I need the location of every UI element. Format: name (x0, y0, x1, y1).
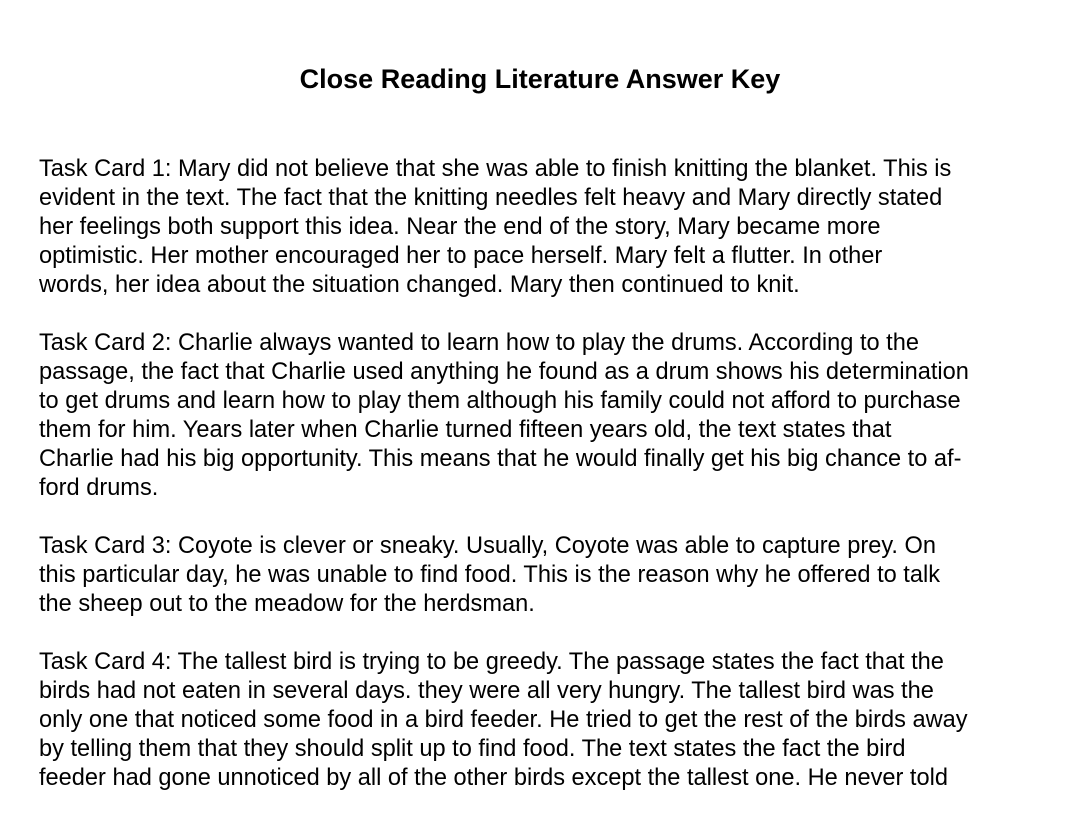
page-title: Close Reading Literature Answer Key (299, 64, 781, 94)
document-body (39, 155, 1059, 822)
answer-paragraph-task-card-3 (39, 532, 1059, 619)
text-line: words, her idea about the situation changed. Mary then continued to knit. (39, 272, 800, 298)
text-line: feeder had gone unnoticed by all of the other birds except the tallest one. He never told (39, 765, 948, 791)
text-line: the sheep out to the meadow for the herdsman. (39, 591, 535, 617)
text-line: Task Card 2: Charlie always wanted to learn how to play the drums. According to the (39, 330, 919, 356)
text-line: Charlie had his big opportunity. This means that he would finally get his big chance to af- (39, 446, 962, 472)
text-line: passage, the fact that Charlie used anything he found as a drum shows his determination (39, 359, 969, 385)
text-line: them for him. Years later when Charlie turned fifteen years old, the text states that (39, 417, 892, 443)
text-line: Task Card 4: The tallest bird is trying to be greedy. The passage states the fact that the (39, 649, 944, 675)
text-line: evident in the text. The fact that the knitting needles felt heavy and Mary directly stated (39, 185, 943, 211)
text-line: Task Card 1: Mary did not believe that she was able to finish knitting the blanket. This is (39, 156, 952, 182)
text-line: ford drums. (39, 475, 159, 501)
answer-paragraph-task-card-4 (39, 648, 1059, 793)
text-line: this particular day, he was unable to find food. This is the reason why he offered to talk (39, 562, 941, 588)
answer-paragraph-task-card-2 (39, 329, 1059, 503)
text-line: only one that noticed some food in a bird feeder. He tried to get the rest of the birds away (39, 707, 968, 733)
answer-paragraph-task-card-1 (39, 155, 1059, 300)
text-line: optimistic. Her mother encouraged her to pace herself. Mary felt a flutter. In other (39, 243, 883, 269)
text-line: her feelings both support this idea. Near the end of the story, Mary became more (39, 214, 881, 240)
text-line: by telling them that they should split up to find food. The text states the fact the bird (39, 736, 906, 762)
text-line: to get drums and learn how to play them although his family could not afford to purchase (39, 388, 961, 414)
text-line: birds had not eaten in several days. they were all very hungry. The tallest bird was the (39, 678, 934, 704)
text-line: Task Card 3: Coyote is clever or sneaky. Usually, Coyote was able to capture prey. On (39, 533, 936, 559)
